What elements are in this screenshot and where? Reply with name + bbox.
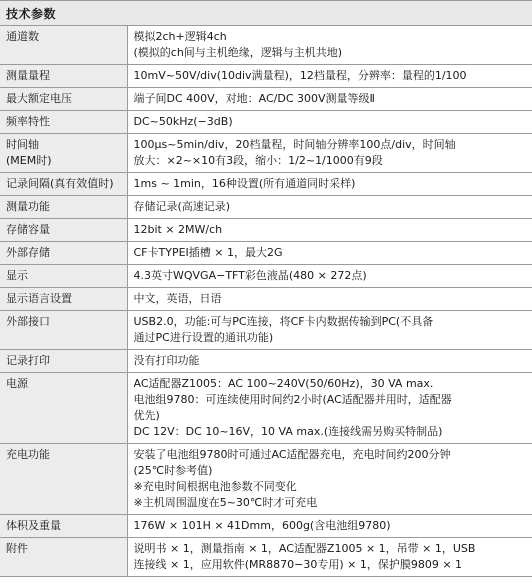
spec-value-cell bbox=[127, 242, 532, 265]
spec-key-cell bbox=[0, 26, 127, 65]
spec-key-cell bbox=[0, 242, 127, 265]
spec-value-cell bbox=[127, 515, 532, 538]
spec-row bbox=[0, 65, 532, 88]
spec-value-line: 电池组9780：可连续使用时间约2小时(AC适配器并用时，适配器 bbox=[133, 393, 452, 406]
spec-row bbox=[0, 373, 532, 444]
spec-value-line: 放大：×2~×10有3段，缩小：1/2~1/1000有9段 bbox=[133, 154, 383, 167]
spec-value-line: 连接线 × 1，应用软件(MR8870−30专用) × 1，保护膜9809 × 1 bbox=[133, 558, 463, 571]
spec-row bbox=[0, 134, 532, 173]
spec-key-text: 附件 bbox=[6, 542, 28, 555]
spec-key-cell bbox=[0, 265, 127, 288]
spec-row bbox=[0, 265, 532, 288]
spec-row bbox=[0, 173, 532, 196]
spec-row bbox=[0, 311, 532, 350]
spec-key-text: (MEM时) bbox=[6, 154, 52, 167]
spec-table-body bbox=[0, 26, 532, 577]
spec-key-text: 显示 bbox=[6, 269, 28, 282]
spec-value-line: USB2.0，功能:可与PC连接，将CF卡内数据传输到PC(不具备 bbox=[133, 315, 434, 328]
spec-value-line: 说明书 × 1，测量指南 × 1，AC适配器Z1005 × 1，吊带 × 1，USB bbox=[133, 542, 476, 555]
spec-value-cell bbox=[127, 111, 532, 134]
spec-key-cell bbox=[0, 311, 127, 350]
spec-row bbox=[0, 350, 532, 373]
spec-key-text: 充电功能 bbox=[6, 448, 50, 461]
spec-key-text: 电源 bbox=[6, 377, 28, 390]
spec-value-cell bbox=[127, 373, 532, 444]
spec-title: 技术参数 bbox=[6, 6, 57, 21]
spec-value-line: 没有打印功能 bbox=[133, 354, 200, 367]
spec-key-cell bbox=[0, 196, 127, 219]
spec-key-cell bbox=[0, 538, 127, 577]
spec-row bbox=[0, 288, 532, 311]
spec-row bbox=[0, 444, 532, 515]
spec-row bbox=[0, 88, 532, 111]
spec-value-line: ※主机周围温度在5~30℃时才可充电 bbox=[133, 496, 318, 509]
spec-key-text: 外部接口 bbox=[6, 315, 50, 328]
spec-table bbox=[0, 26, 532, 577]
spec-value-cell bbox=[127, 173, 532, 196]
spec-row bbox=[0, 111, 532, 134]
spec-key-cell bbox=[0, 288, 127, 311]
spec-title-bar bbox=[0, 0, 532, 26]
spec-value-line: 12bit × 2MW/ch bbox=[133, 223, 223, 236]
spec-value-cell bbox=[127, 265, 532, 288]
spec-value-line: 中文，英语，日语 bbox=[133, 292, 222, 305]
spec-value-line: 4.3英寸WQVGA−TFT彩色液晶(480 × 272点) bbox=[133, 269, 367, 282]
spec-key-text: 记录打印 bbox=[6, 354, 50, 367]
spec-row bbox=[0, 26, 532, 65]
spec-value-line: (25℃时参考值) bbox=[133, 464, 213, 477]
spec-value-line: 10mV~50V/div(10div满量程)，12档量程，分辨率：量程的1/100 bbox=[133, 69, 467, 82]
spec-value-cell bbox=[127, 311, 532, 350]
spec-value-cell bbox=[127, 196, 532, 219]
spec-value-line: 安装了电池组9780时可通过AC适配器充电，充电时间约200分钟 bbox=[133, 448, 451, 461]
spec-key-text: 测量量程 bbox=[6, 69, 50, 82]
spec-key-cell bbox=[0, 515, 127, 538]
spec-value-line: 100μs~5min/div，20档量程，时间轴分辨率100点/div，时间轴 bbox=[133, 138, 456, 151]
spec-key-text: 测量功能 bbox=[6, 200, 50, 213]
spec-value-line: 优先) bbox=[133, 409, 160, 422]
spec-row bbox=[0, 515, 532, 538]
spec-key-cell bbox=[0, 173, 127, 196]
spec-value-line: CF卡TYPEⅠ插槽 × 1，最大2G bbox=[133, 246, 283, 259]
spec-value-line: 通过PC进行设置的通讯功能) bbox=[133, 331, 274, 344]
spec-key-cell bbox=[0, 88, 127, 111]
spec-value-line: DC~50kHz(−3dB) bbox=[133, 115, 233, 128]
spec-key-cell bbox=[0, 444, 127, 515]
spec-key-text: 最大额定电压 bbox=[6, 92, 72, 105]
spec-key-cell bbox=[0, 350, 127, 373]
spec-value-cell bbox=[127, 444, 532, 515]
spec-key-text: 存储容量 bbox=[6, 223, 50, 236]
spec-row bbox=[0, 242, 532, 265]
spec-value-line: 模拟2ch+逻辑4ch bbox=[133, 30, 227, 43]
spec-value-cell bbox=[127, 65, 532, 88]
spec-key-text: 显示语言设置 bbox=[6, 292, 72, 305]
spec-value-line: 端子间DC 400V，对地：AC/DC 300V测量等级Ⅱ bbox=[133, 92, 375, 105]
spec-value-cell bbox=[127, 538, 532, 577]
spec-value-line: 存储记录(高速记录) bbox=[133, 200, 231, 213]
spec-value-cell bbox=[127, 288, 532, 311]
spec-row bbox=[0, 196, 532, 219]
spec-key-cell bbox=[0, 373, 127, 444]
spec-value-cell bbox=[127, 88, 532, 111]
spec-key-cell bbox=[0, 219, 127, 242]
spec-key-text: 时间轴 bbox=[6, 138, 39, 151]
spec-value-line: 1ms ~ 1min，16种设置(所有通道同时采样) bbox=[133, 177, 356, 190]
spec-key-text: 记录间隔(真有效值时) bbox=[6, 177, 114, 190]
spec-row bbox=[0, 219, 532, 242]
spec-value-cell bbox=[127, 26, 532, 65]
spec-value-line: ※充电时间根据电池参数不同变化 bbox=[133, 480, 297, 493]
spec-key-text: 频率特性 bbox=[6, 115, 50, 128]
spec-value-cell bbox=[127, 350, 532, 373]
spec-row bbox=[0, 538, 532, 577]
spec-value-cell bbox=[127, 134, 532, 173]
spec-value-line: DC 12V：DC 10~16V，10 VA max.(连接线需另购买特制品) bbox=[133, 425, 443, 438]
spec-key-cell bbox=[0, 134, 127, 173]
spec-key-text: 通道数 bbox=[6, 30, 39, 43]
spec-value-line: (模拟的ch间与主机绝缘，逻辑与主机共地) bbox=[133, 46, 343, 59]
spec-value-line: AC适配器Z1005：AC 100~240V(50/60Hz)，30 VA max. bbox=[133, 377, 434, 390]
spec-key-cell bbox=[0, 111, 127, 134]
spec-key-text: 外部存储 bbox=[6, 246, 50, 259]
spec-value-cell bbox=[127, 219, 532, 242]
spec-key-text: 体积及重量 bbox=[6, 519, 61, 532]
spec-value-line: 176W × 101H × 41Dmm，600g(含电池组9780) bbox=[133, 519, 391, 532]
spec-key-cell bbox=[0, 65, 127, 88]
